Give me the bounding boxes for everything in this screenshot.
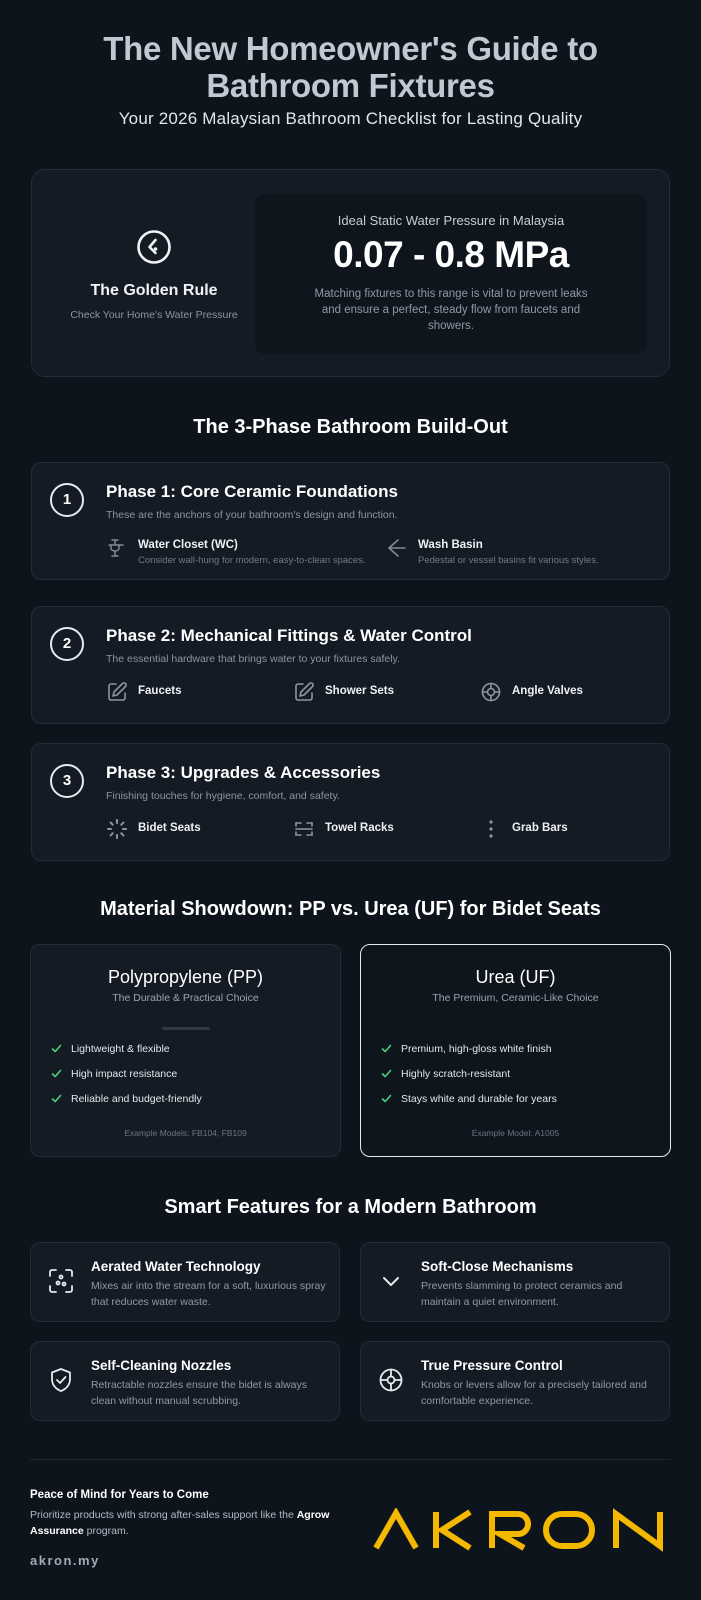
- list-item: [51, 1066, 202, 1091]
- material-models: Example Model: A1005: [471, 1128, 560, 1138]
- arrow-left-icon: [386, 537, 408, 559]
- item-description: Consider wall-hung for modern, easy-to-clean spaces.: [138, 555, 366, 566]
- page-subtitle: Your 2026 Malaysian Bathroom Checklist for Lasting Quality: [118, 109, 583, 128]
- point-text: Lightweight & flexible: [71, 1043, 170, 1055]
- features-section-title: Smart Features for a Modern Bathroom: [164, 1196, 537, 1218]
- feature-description: Retractable nozzles ensure the bidet is always clean without manual scrubbing.: [91, 1379, 307, 1407]
- feature-title: Soft-Close Mechanisms: [421, 1259, 574, 1274]
- phase-description: Finishing touches for hygiene, comfort, and safety.: [106, 790, 340, 802]
- footer-description: [30, 1507, 350, 1539]
- feature-title: True Pressure Control: [421, 1358, 563, 1373]
- phase-card-1: [31, 462, 670, 580]
- loader-icon: [106, 818, 128, 840]
- phase-description: The essential hardware that brings water to your fixtures safely.: [106, 653, 400, 665]
- point-text: Reliable and budget-friendly: [71, 1093, 202, 1105]
- feature-card-self-cleaning: [30, 1341, 340, 1421]
- akron-logo: [372, 1508, 672, 1552]
- footer-title: Peace of Mind for Years to Come: [30, 1489, 209, 1501]
- list-item: [381, 1041, 557, 1066]
- phase-title: Phase 2: Mechanical Fittings & Water Control: [106, 626, 472, 645]
- check-icon: [51, 1093, 62, 1104]
- material-points: [381, 1041, 557, 1116]
- point-text: Premium, high-gloss white finish: [401, 1043, 552, 1055]
- material-subtitle: The Premium, Ceramic-Like Choice: [432, 992, 599, 1004]
- item-label: Water Closet (WC): [138, 539, 238, 551]
- chevron-down-icon: [377, 1267, 405, 1295]
- aerator-icon: [47, 1267, 75, 1295]
- point-text: High impact resistance: [71, 1068, 178, 1080]
- edit-icon: [293, 681, 315, 703]
- clock-icon: [135, 228, 173, 266]
- check-icon: [51, 1043, 62, 1054]
- title-line-1: The New Homeowner's Guide to: [103, 30, 598, 67]
- material-title: Polypropylene (PP): [107, 967, 264, 987]
- footer-desc-post: program.: [83, 1525, 129, 1537]
- item-description: Pedestal or vessel basins fit various styles.: [418, 555, 599, 566]
- phase-description: These are the anchors of your bathroom's design and function.: [106, 509, 398, 521]
- feature-title: Self-Cleaning Nozzles: [91, 1358, 232, 1373]
- material-models: Example Models: FB104, FB109: [124, 1128, 247, 1138]
- feature-description: Knobs or levers allow for a precisely tailored and comfortable experience.: [421, 1379, 647, 1407]
- check-icon: [381, 1043, 392, 1054]
- feature-card-pressure-control: [360, 1341, 670, 1421]
- materials-section-title: Material Showdown: PP vs. Urea (UF) for Bidet Seats: [100, 898, 601, 920]
- material-subtitle: The Durable & Practical Choice: [112, 992, 259, 1004]
- footer-desc-pre: Prioritize products with strong after-sales support like the: [30, 1509, 297, 1521]
- phase-title: Phase 3: Upgrades & Accessories: [106, 763, 381, 782]
- divider: [162, 1027, 210, 1030]
- item-label: Towel Racks: [325, 822, 394, 834]
- site-link[interactable]: akron.my: [30, 1553, 100, 1568]
- golden-rule-left: [32, 170, 254, 378]
- pressure-value: 0.07 - 0.8 MPa: [333, 234, 569, 275]
- pressure-panel: [255, 194, 647, 354]
- feature-description: Mixes air into the stream for a soft, luxurious spray that reduces water waste.: [91, 1280, 326, 1308]
- check-icon: [381, 1093, 392, 1104]
- item-label: Faucets: [138, 685, 182, 697]
- check-icon: [381, 1068, 392, 1079]
- edit-icon: [106, 681, 128, 703]
- item-label: Grab Bars: [512, 822, 568, 834]
- pressure-description: Matching fixtures to this range is vital to prevent leaks and ensure a perfect, steady flow from faucets and showers.: [314, 288, 588, 332]
- list-item: [51, 1091, 202, 1116]
- toilet-icon: [106, 537, 128, 559]
- towel-rack-icon: [293, 818, 315, 840]
- item-label: Shower Sets: [325, 685, 395, 697]
- point-text: Stays white and durable for years: [401, 1093, 557, 1105]
- pressure-label: Ideal Static Water Pressure in Malaysia: [337, 213, 565, 228]
- page-title: [0, 30, 701, 104]
- list-item: [381, 1091, 557, 1116]
- point-text: Highly scratch-resistant: [401, 1068, 511, 1080]
- phase-card-2: [31, 606, 670, 724]
- item-label: Angle Valves: [512, 685, 583, 697]
- feature-card-soft-close: [360, 1242, 670, 1322]
- material-points: [51, 1041, 202, 1116]
- list-item: [51, 1041, 202, 1066]
- phase-card-3: [31, 743, 670, 861]
- phases-section-title: The 3-Phase Bathroom Build-Out: [193, 416, 508, 438]
- title-line-2: Bathroom Fixtures: [206, 67, 495, 104]
- golden-rule-title: The Golden Rule: [90, 282, 218, 299]
- golden-rule-card: [31, 169, 670, 377]
- shield-check-icon: [47, 1366, 75, 1394]
- feature-description: Prevents slamming to protect ceramics and maintain a quiet environment.: [421, 1280, 623, 1308]
- phase-title: Phase 1: Core Ceramic Foundations: [106, 482, 398, 501]
- list-item: [381, 1066, 557, 1091]
- check-icon: [51, 1068, 62, 1079]
- material-card-pp: [30, 944, 341, 1157]
- footer-divider: [30, 1459, 671, 1460]
- phase-number: 1: [50, 483, 84, 517]
- item-label: Bidet Seats: [138, 822, 201, 834]
- more-vertical-icon: [480, 818, 502, 840]
- golden-rule-subtitle: Check Your Home's Water Pressure: [70, 309, 238, 321]
- item-label: Wash Basin: [418, 539, 483, 551]
- feature-card-aerated: [30, 1242, 340, 1322]
- material-card-uf: [360, 944, 671, 1157]
- agrow-assurance-label: Agrow Assurance: [30, 1509, 330, 1537]
- valve-icon: [480, 681, 502, 703]
- crosshair-icon: [377, 1366, 405, 1394]
- phase-number: 2: [50, 627, 84, 661]
- feature-title: Aerated Water Technology: [91, 1259, 261, 1274]
- phase-number: 3: [50, 764, 84, 798]
- material-title: Urea (UF): [475, 967, 556, 987]
